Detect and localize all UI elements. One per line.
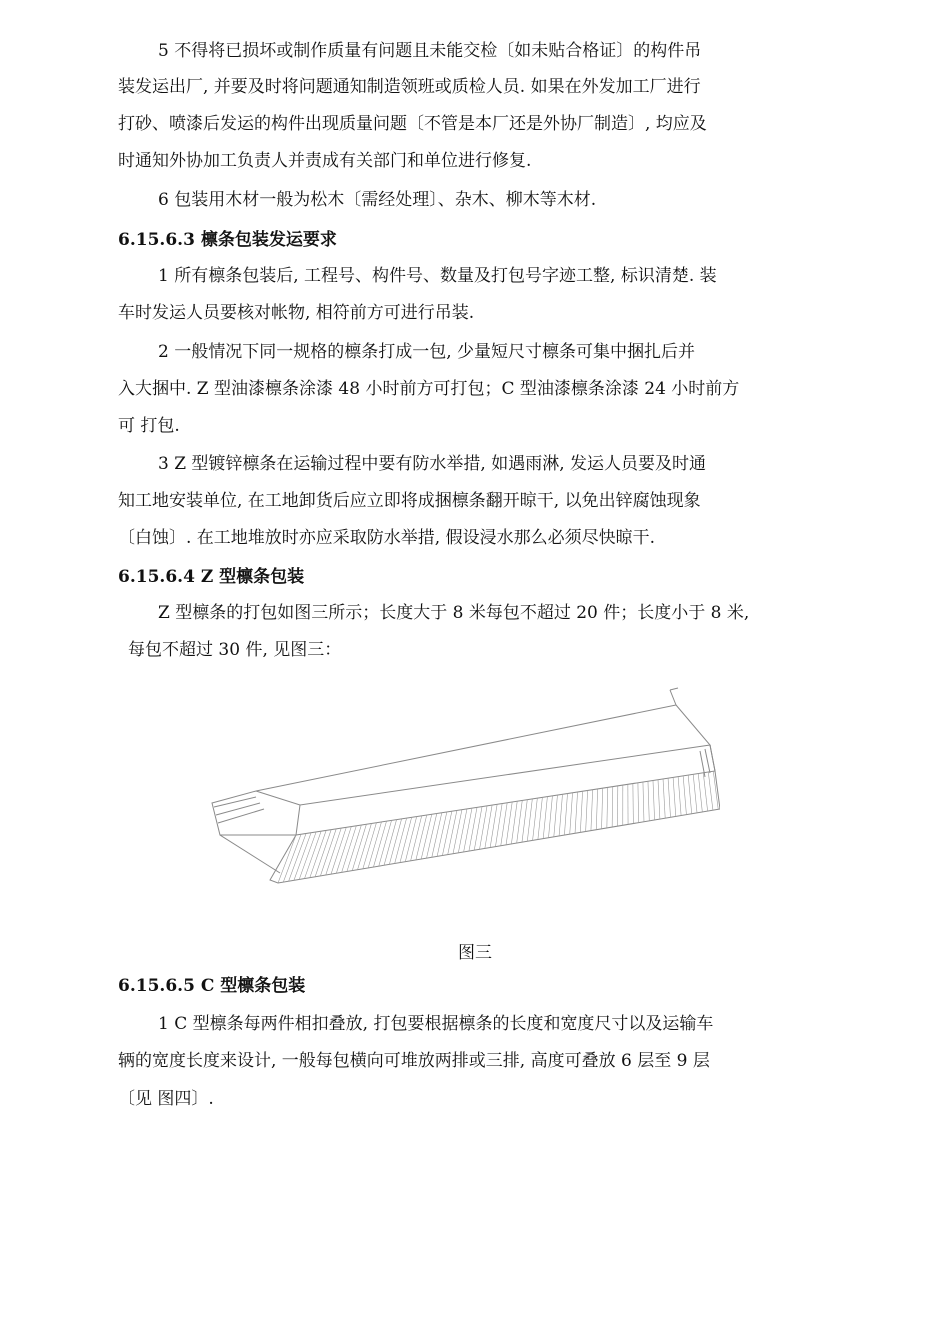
text-line: 装发运出厂, 并要及时将问题通知制造领班或质检人员. 如果在外发加工厂进行	[118, 77, 701, 97]
text-line: 1 C 型檩条每两件相扣叠放, 打包要根据檩条的长度和宽度尺寸以及运输车	[158, 1014, 714, 1034]
section-heading: 6.15.6.4 Z 型檩条包装	[118, 567, 305, 587]
z-purlin-bundle-figure	[200, 685, 720, 890]
text-line: 知工地安装单位, 在工地卸货后应立即将成捆檩条翻开晾干, 以免出锌腐蚀现象	[118, 491, 701, 511]
text-line: 每包不超过 30 件, 见图三：	[128, 640, 342, 660]
figure-caption: 图三	[458, 943, 492, 963]
section-heading: 6.15.6.5 C 型檩条包装	[118, 976, 306, 996]
text-line: 可 打包.	[118, 416, 180, 436]
text-line: 〔见 图四〕.	[118, 1089, 214, 1109]
text-line: 辆的宽度长度来设计, 一般每包横向可堆放两排或三排, 高度可叠放 6 层至 9 层	[118, 1051, 710, 1071]
section-heading: 6.15.6.3 檩条包装发运要求	[118, 230, 337, 250]
text-line: 时通知外协加工负责人并责成有关部门和单位进行修复.	[118, 151, 532, 171]
text-line: 6 包装用木材一般为松木〔需经处理〕、杂木、柳木等木材.	[158, 190, 597, 210]
text-line: Z 型檩条的打包如图三所示；长度大于 8 米每包不超过 20 件；长度小于 8 米,	[158, 603, 750, 623]
text-line: 2 一般情况下同一规格的檩条打成一包, 少量短尺寸檩条可集中捆扎后并	[158, 342, 696, 362]
text-line: 5 不得将已损坏或制作质量有问题且未能交检〔如未贴合格证〕的构件吊	[158, 41, 702, 61]
text-line: 打砂、喷漆后发运的构件出现质量问题〔不管是本厂还是外协厂制造〕, 均应及	[118, 114, 707, 134]
text-line: 〔白蚀〕. 在工地堆放时亦应采取防水举措, 假设浸水那么必须尽快晾干.	[118, 528, 656, 548]
text-line: 车时发运人员要核对帐物, 相符前方可进行吊装.	[118, 303, 475, 323]
text-line: 1 所有檩条包装后, 工程号、构件号、数量及打包号字迹工整, 标识清楚. 装	[158, 266, 717, 286]
text-line: 入大捆中. Z 型油漆檩条涂漆 48 小时前方可打包；C 型油漆檩条涂漆 24 小时前方	[118, 379, 740, 399]
text-line: 3 Z 型镀锌檩条在运输过程中要有防水举措, 如遇雨淋, 发运人员要及时通	[158, 454, 707, 474]
